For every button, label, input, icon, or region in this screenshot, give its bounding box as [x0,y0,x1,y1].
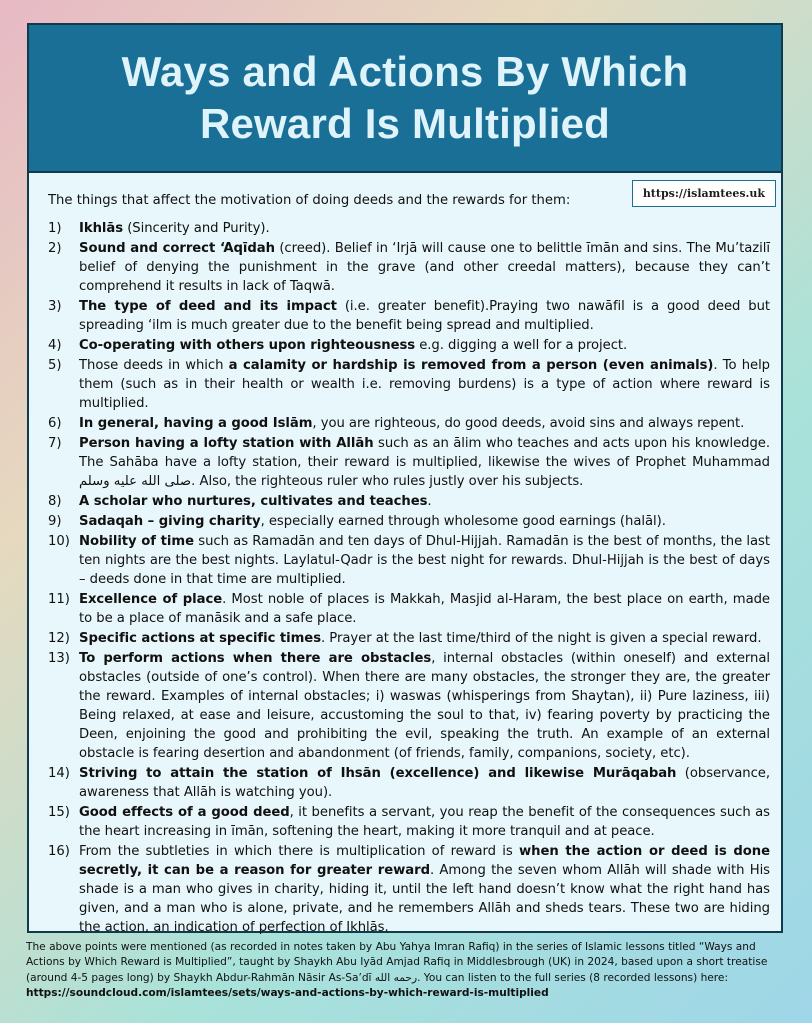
point-detail: , especially earned through wholesome good earnings (halāl). [260,514,666,529]
page-title: Ways and Actions By Which Reward Is Multiplied [121,48,689,147]
point-text [79,492,770,511]
poster-frame [27,23,783,933]
point-text [79,434,770,491]
point-detail: such as an ālim who teaches and acts upon his knowledge. The Sahāba have a lofty station, their reward is multiplied, likewise the wives of Prophet Muhammad صلى الله عليه وسلم. Also, the righteous ruler who rules justly over his subjects. [79,436,770,489]
point-heading: a calamity or hardship is removed from a person (even animals) [228,358,714,373]
point-number: 11) [48,592,70,607]
point-detail: . To help them (such as in their health or wealth i.e. removing burdens) is a type of action where reward is multiplied. [79,358,771,411]
footer-link[interactable]: https://soundcloud.com/islamtees/sets/ways-and-actions-by-which-reward-is-multiplied [26,987,549,1000]
point-detail: (i.e. greater benefit).Praying two nawāfil is a good deed but spreading ‘ilm is much greater due to the benefit being spread and multiplied. [79,299,770,333]
point-detail: . Prayer at the last time/third of the night is given a special reward. [321,631,762,646]
point-number: 2) [48,241,62,256]
point-detail: . Among the seven whom Allāh will shade with His shade is a man who gives in charity, hiding it, until the left hand doesn’t know what the right hand has given, and a man who is alone, private, and he remembers Allāh and sheds tears. These two are hiding the action, an indication of perfection of Ikhlās. [79,863,771,935]
point-number: 7) [48,436,62,451]
point-text [79,336,770,355]
point-number: 8) [48,494,62,509]
point-number: 14) [48,766,70,781]
point-item [48,239,770,296]
point-item [48,764,770,802]
point-number: 13) [48,651,70,666]
point-detail: (Sincerity and Purity). [123,221,270,236]
point-heading: Sadaqah – giving charity [79,514,261,529]
point-detail: , internal obstacles (within oneself) and external obstacles (outside of one’s control). When there are many obstacles, the stronger they are, the greater the reward. Examples of internal obstacles; i) waswas (whisperings from Shaytan), ii) Pure laziness, iii) Being relaxed, at ease and leisure, accustoming the soul to that, iv) fearing poverty by practicing the Deen, enjoining the good and prohibiting the evil, speaking the truth. An example of an external obstacle is fearing desertion and abandonment (of friends, family, companions, society, etc). [79,651,770,761]
point-item [48,512,770,531]
point-detail: . [427,494,432,509]
point-detail: (observance, awareness that Allāh is watching you). [79,766,770,800]
point-item [48,219,770,238]
point-text [79,356,770,413]
point-number: 15) [48,805,70,820]
point-item [48,297,770,335]
point-detail: . Most noble of places is Makkah, Masjid al-Haram, the best place on earth, made to be a place of manāsik and a safe place. [79,592,770,626]
point-detail: , it benefits a servant, you reap the benefit of the consequences such as the heart increasing in īmān, softening the heart, making it more tranquil and at peace. [79,805,770,839]
point-heading: Excellence of place [79,592,223,607]
point-heading: Ikhlās [79,221,124,236]
point-heading: Good effects of a good deed [79,805,290,820]
point-heading: Person having a lofty station with Allāh [79,436,374,451]
point-lead-text: From the subtleties in which there is multiplication of reward is [79,844,519,859]
point-heading: Sound and correct ‘Aqīdah [79,241,275,256]
footer-note [26,940,786,1002]
point-text [79,512,770,531]
point-item [48,532,770,589]
points-list [48,219,770,938]
point-heading: Specific actions at specific times [79,631,322,646]
point-detail: e.g. digging a well for a project. [415,338,628,353]
point-number: 1) [48,221,62,236]
footer-text: The above points were mentioned (as recorded in notes taken by Abu Yahya Imran Rafiq) in the series of Islamic lessons titled “Ways and Actions by Which Reward is Multiplied”, taught by Shaykh Abu Iyād Amjad Rafiq in Middlesbrough (UK) in 2024, based upon a short treatise (around 4-5 pages long) by Shaykh Abdur-Rahmān Nāsir As-Sa’dī رحمه الله. You can listen to the full series (8 recorded lessons) here: [26,941,768,984]
point-heading: A scholar who nurtures, cultivates and teaches [79,494,428,509]
point-item [48,414,770,433]
point-detail: (creed). Belief in ‘Irjā will cause one to belittle īmān and sins. The Mu’tazilī belief of denying the punishment in the grave (and other creedal matters), because they can’t comprehend it results in lack of Taqwā. [79,241,770,294]
point-heading: In general, having a good Islām [79,416,313,431]
point-text [79,629,770,648]
point-text [79,414,770,433]
point-item [48,356,770,413]
point-item [48,590,770,628]
point-heading: Striving to attain the station of Ihsān (excellence) and likewise Murāqabah [79,766,677,781]
point-lead-text: Those deeds in which [79,358,229,373]
point-text [79,297,770,335]
point-item [48,629,770,648]
url-badge[interactable]: https://islamtees.uk [632,180,776,207]
point-text [79,803,770,841]
point-detail: , you are righteous, do good deeds, avoid sins and always repent. [312,416,745,431]
point-text [79,764,770,802]
point-text [79,239,770,296]
point-item [48,336,770,355]
point-heading: To perform actions when there are obstacles [79,651,432,666]
point-heading: when the action or deed is done secretly, it can be a reason for greater reward [79,844,771,878]
point-number: 9) [48,514,62,529]
point-number: 12) [48,631,70,646]
point-text [79,590,770,628]
point-item [48,803,770,841]
point-item [48,492,770,511]
point-heading: Nobility of time [79,534,194,549]
point-item [48,842,770,937]
title-banner [29,25,781,173]
point-item [48,434,770,491]
point-number: 3) [48,299,62,314]
point-heading: The type of deed and its impact [79,299,337,314]
point-item [48,649,770,763]
point-number: 16) [48,844,70,859]
intro-text: The things that affect the motivation of doing deeds and the rewards for them: [48,193,571,208]
point-number: 4) [48,338,62,353]
point-number: 5) [48,358,62,373]
point-heading: Co-operating with others upon righteousness [79,338,416,353]
point-number: 6) [48,416,62,431]
point-text [79,219,770,238]
point-text [79,649,770,763]
point-number: 10) [48,534,70,549]
point-text [79,532,770,589]
point-text [79,842,770,937]
point-detail: such as Ramadān and ten days of Dhul-Hijjah. Ramadān is the best of months, the last ten nights are the best nights. Laylatul-Qadr is the best night for rewards. Dhul-Hijjah is the best of days – deeds done in that time are multiplied. [79,534,771,587]
